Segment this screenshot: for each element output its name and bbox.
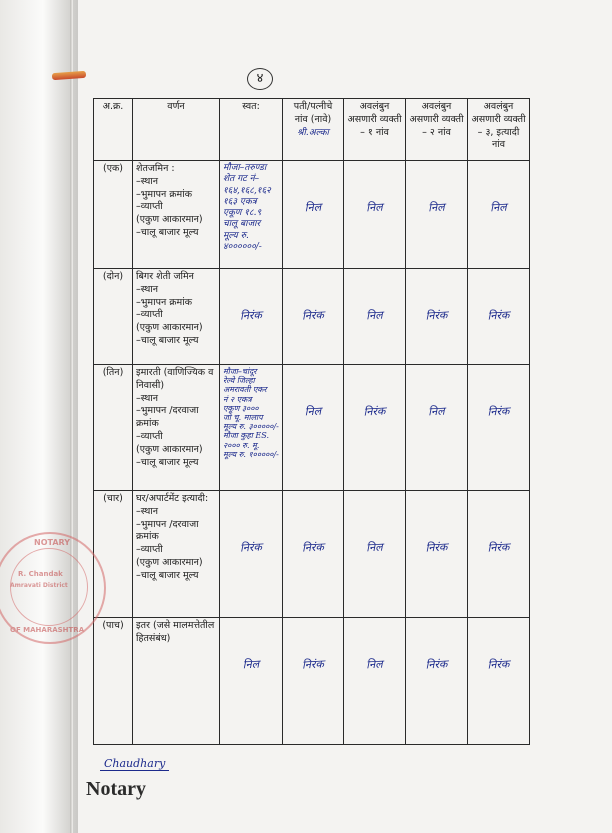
row-number: (पाच) [94, 618, 133, 745]
row-number: (एक) [94, 161, 133, 269]
handwritten-entry-dep3: निरंक [487, 404, 510, 419]
stamp-name: R. Chandak [18, 570, 63, 578]
handwritten-entry-dep3: निरंक [487, 657, 510, 672]
row-item: –भुमापन क्रमांक [136, 188, 192, 200]
notary-signature: Chaudhary [100, 757, 169, 771]
header-dependent-1: अवलंबुन असणारी व्यक्ती – १ नांव [344, 99, 406, 161]
row-number: (दोन) [94, 269, 133, 365]
header-spouse-label: पती/पत्नीचे नांव (नावे) [293, 101, 333, 125]
row-item: –भुमापन क्रमांक [136, 296, 192, 308]
row-item: –स्थान [136, 505, 159, 517]
handwritten-entry-self: निरंक [239, 308, 263, 323]
header-self: स्वत: [220, 99, 283, 161]
row-item: –चालू बाजार मूल्य [136, 456, 199, 468]
row-item: –चालू बाजार मूल्य [136, 569, 199, 581]
row-description [133, 365, 220, 491]
handwritten-entry-spouse: निरंक [301, 540, 325, 555]
handwritten-entry-dep2: निरंक [425, 308, 448, 323]
header-row [94, 99, 592, 161]
handwritten-entry-dep1: निल [365, 657, 383, 672]
stamp-top-text: NOTARY [34, 538, 71, 547]
row-item: –व्याप्ती [136, 544, 163, 556]
spouse-name: श्री.अल्का [297, 127, 329, 138]
handwritten-entry-dep2: निल [427, 200, 445, 215]
row-item: –स्थान [136, 392, 159, 404]
handwritten-entry-self: मौजा–तरुण्डा शेत गट नं– १६४,१६८,१६२ १६३ एकत्र एकूण १८.९ चालू बाजार मूल्य रु. ४००००००/- [220, 161, 283, 269]
handwritten-entry-spouse: निरंक [301, 657, 325, 672]
row-title: बिगर शेती जमिन [136, 271, 194, 282]
notary-label: Notary [86, 778, 146, 800]
header-no: अ.क्र. [94, 99, 133, 161]
table-row [94, 491, 592, 618]
header-description: वर्णन [133, 99, 220, 161]
page-fold [70, 0, 73, 833]
handwritten-entry-dep1: निल [365, 540, 383, 555]
row-item: –स्थान [136, 175, 159, 187]
table-row [94, 618, 592, 745]
table-row [94, 269, 592, 365]
header-spouse [283, 99, 344, 161]
row-number: (तिन) [94, 365, 133, 491]
handwritten-entry-dep2: निरंक [425, 540, 448, 555]
row-title: शेतजमिन : [136, 163, 175, 174]
row-title: घर/अपार्टमेंट इत्यादी: [136, 493, 209, 504]
row-item: –स्थान [136, 283, 159, 295]
stamp-bottom-text: OF MAHARASHTRA [10, 626, 85, 634]
row-item: –चालू बाजार मूल्य [136, 335, 199, 347]
handwritten-entry-dep1: निल [365, 200, 383, 215]
handwritten-entry-dep3: निरंक [487, 540, 510, 555]
page-binding [0, 0, 78, 833]
handwritten-entry-dep2: निल [427, 404, 445, 419]
handwritten-entry-dep3: निल [489, 200, 507, 215]
row-description [133, 161, 220, 269]
row-item: (एकुण आकारमान) [136, 443, 203, 455]
row-item: –भुमापन /दरवाजा क्रमांक [136, 518, 199, 543]
row-number: (चार) [94, 491, 133, 618]
row-item: (एकुण आकारमान) [136, 214, 203, 226]
row-title: इतर (जसे मालमत्तेतील हितसंबंध) [136, 620, 215, 644]
table-row [94, 365, 592, 491]
row-title: इमारती (वाणिज्यिक व निवासी) [136, 367, 214, 391]
row-description [133, 618, 220, 745]
row-item: –चालू बाजार मूल्य [136, 227, 199, 239]
assets-table [93, 98, 592, 745]
handwritten-entry-dep1: निरंक [363, 404, 386, 419]
handwritten-entry-self: मौजा–चांदूर रेल्वे जिल्हा अमरावती एकर नं २ एकत्र एकूण ३००० जो चू. मालाप मूल्य रु. ३०००००/- मौजा कुहा ES. २००० रु. मू. मूल्य रु. १०००००/- [220, 365, 283, 491]
handwritten-entry-spouse: निरंक [301, 308, 325, 323]
binding-thread [52, 71, 86, 80]
handwritten-entry-self: निल [242, 657, 260, 672]
handwritten-entry-dep1: निल [365, 308, 383, 323]
stamp-region: Amravati District [10, 582, 68, 589]
handwritten-entry-self: निरंक [239, 540, 263, 555]
row-item: –व्याप्ती [136, 201, 163, 213]
header-dependent-3: अवलंबुन असणारी व्यक्ती – ३, इत्यादी नांव [468, 99, 530, 161]
handwritten-entry-dep2: निरंक [425, 657, 448, 672]
row-description [133, 491, 220, 618]
row-item: –भुमापन /दरवाजा क्रमांक [136, 405, 199, 430]
handwritten-entry-spouse: निल [304, 404, 322, 419]
handwritten-entry-spouse: निल [304, 200, 322, 215]
table-row [94, 161, 592, 269]
row-item: (एकुण आकारमान) [136, 557, 203, 569]
row-item: –व्याप्ती [136, 431, 163, 443]
row-item: (एकुण आकारमान) [136, 322, 203, 334]
row-description [133, 269, 220, 365]
header-dependent-2: अवलंबुन असणारी व्यक्ती – २ नांव [406, 99, 468, 161]
notary-stamp [0, 532, 106, 644]
row-item: –व्याप्ती [136, 309, 163, 321]
page-number: ४ [247, 68, 273, 90]
handwritten-entry-dep3: निरंक [487, 308, 510, 323]
